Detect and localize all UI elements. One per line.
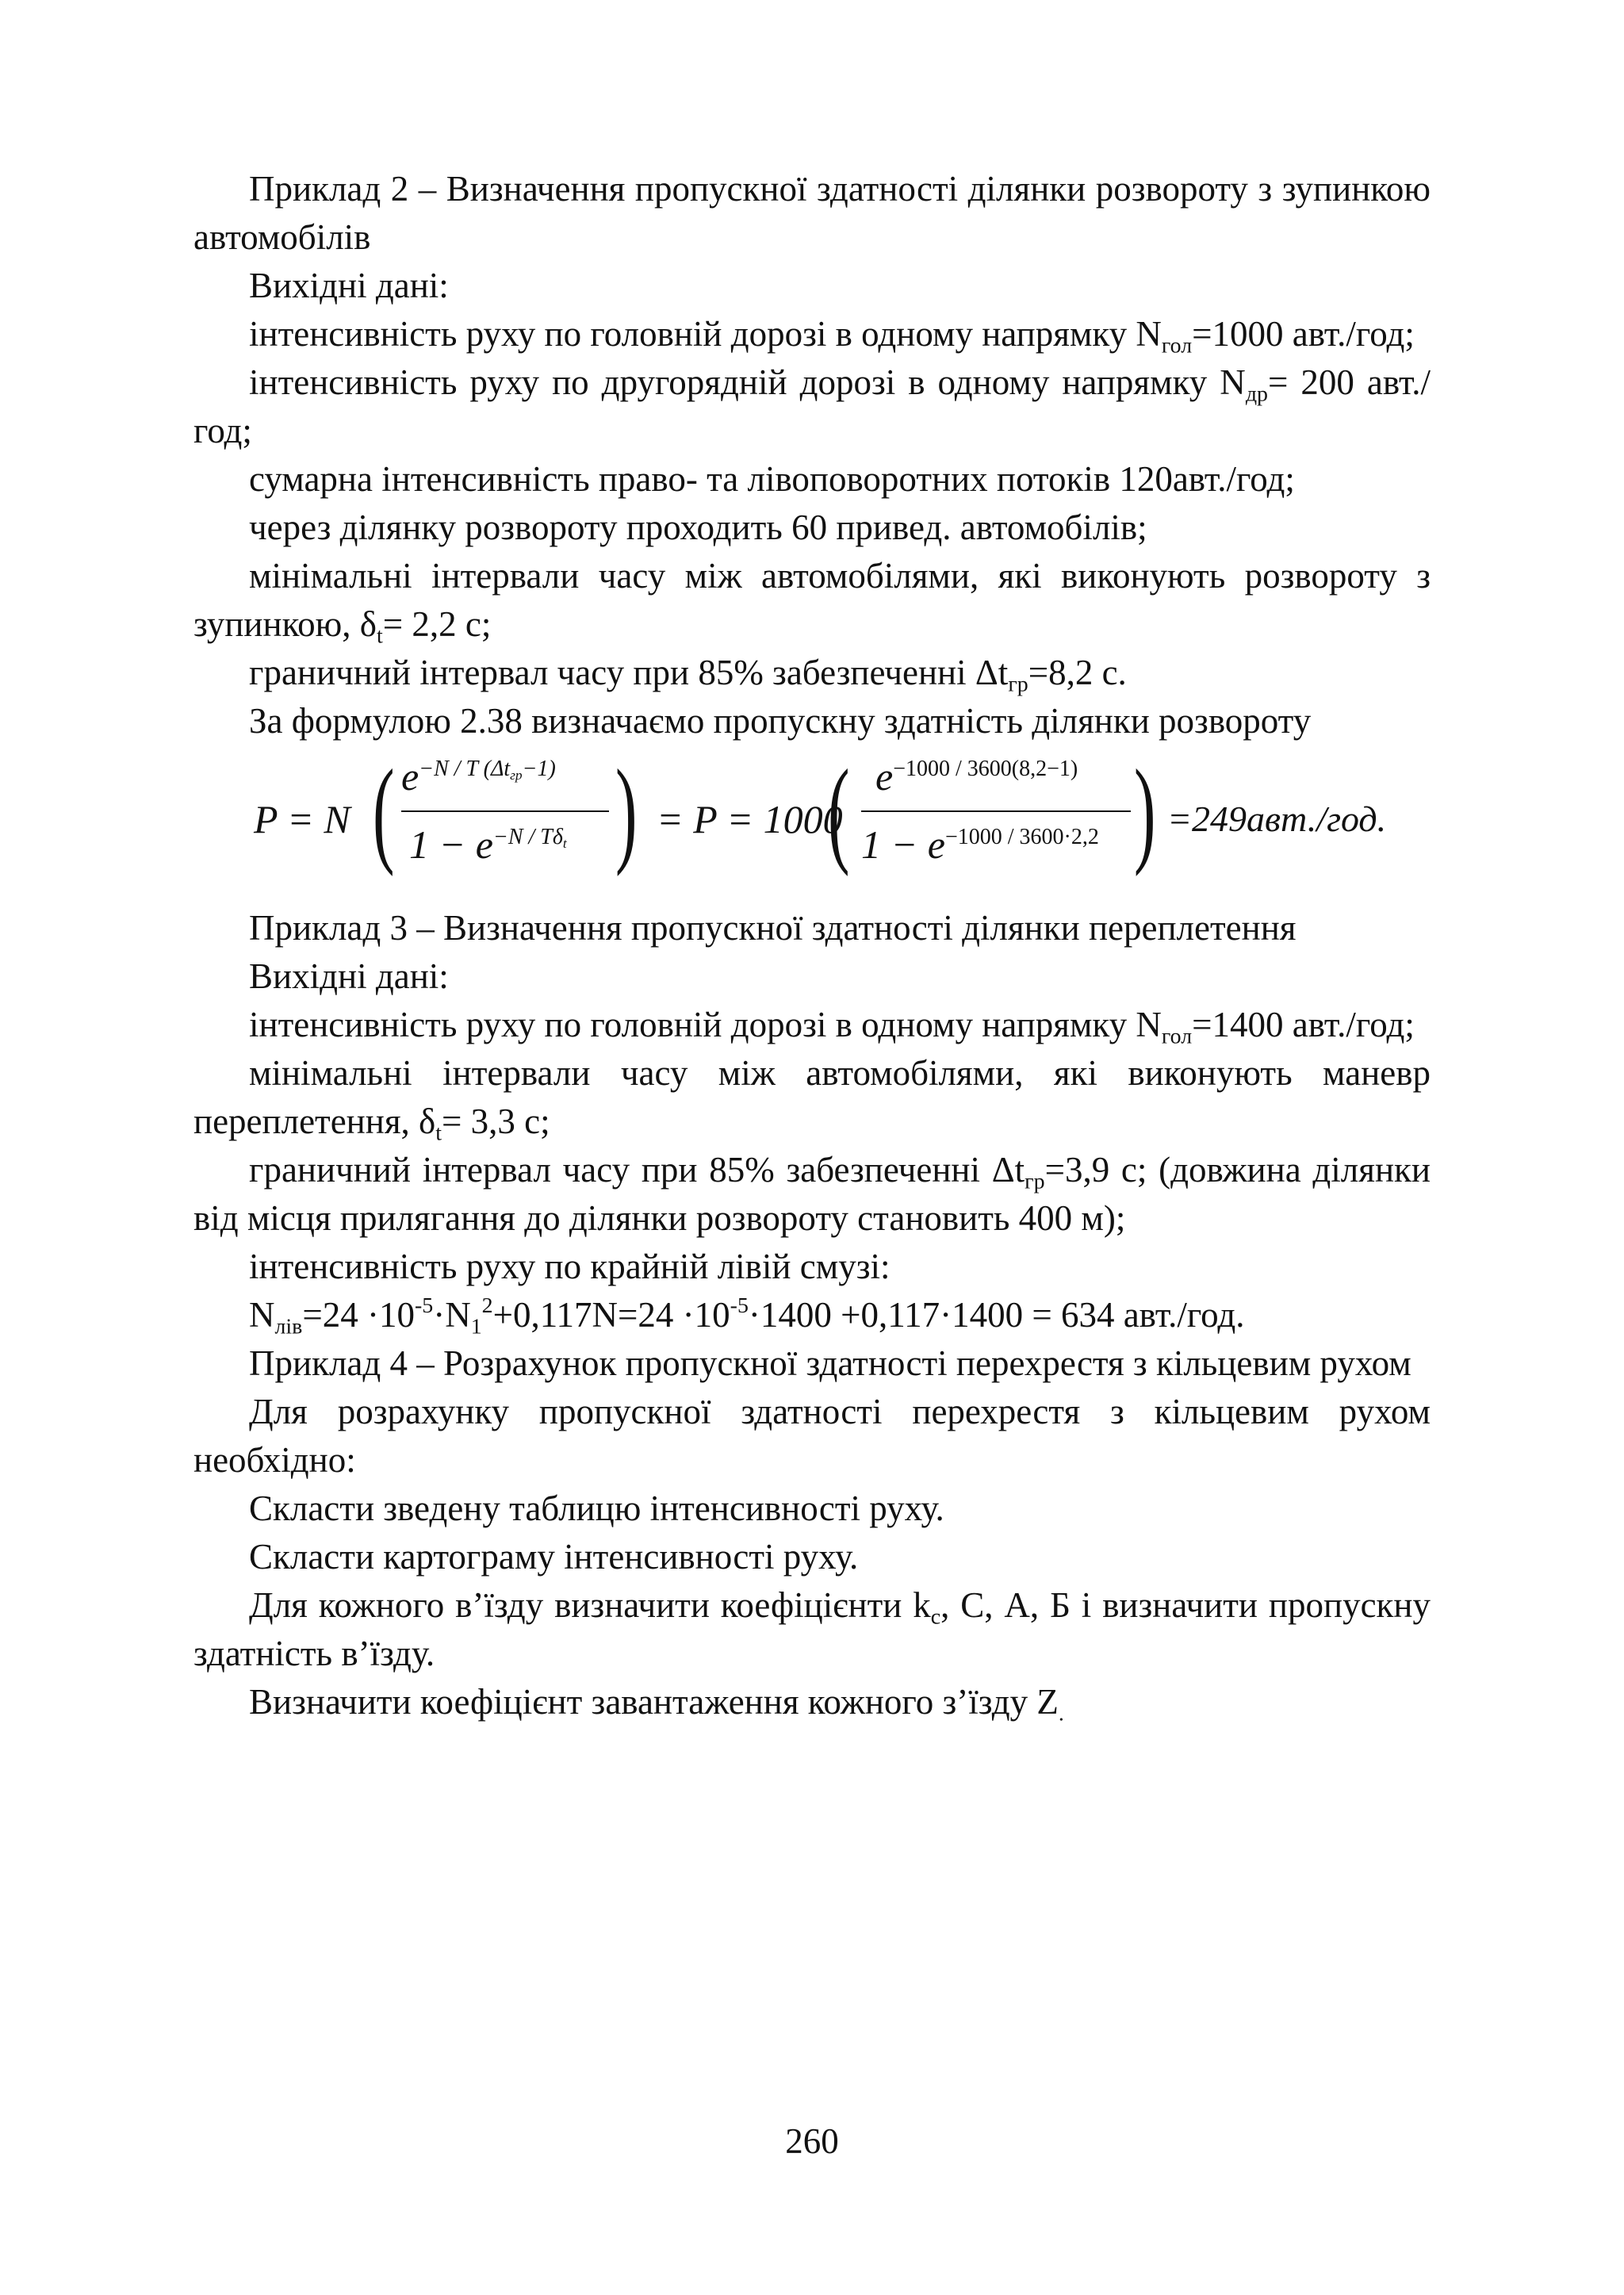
page-body [193, 165, 1431, 1726]
example2-line6: граничний інтервал часу при 85% забезпеченні $\Delta t_{гр}=8,2$ с. [249, 653, 1127, 697]
formula-left-paren-2: ( [828, 745, 850, 877]
example2-line4: через ділянку розвороту проходить 60 привед. автомобілів; [249, 508, 1147, 547]
example2-title: Приклад 2 – Визначення пропускної здатності ділянки розвороту з зупинкою автомобілів [193, 169, 1431, 257]
example4-title: Приклад 4 – Розрахунок пропускної здатності перехрестя з кільцевим рухом [249, 1343, 1411, 1383]
example3-line2: мінімальні інтервали часу між автомобілями, які виконують маневр переплетення, $\delta_t= 3,3$ с; [193, 1053, 1431, 1146]
example2-input-label: Вихідні дані: [249, 266, 449, 305]
formula-denominator-2: $1 - e^{-1000 / 3600\cdot 2,2}$ [861, 822, 1099, 867]
formula-middle: = P = 1000 [657, 797, 843, 841]
example3-input-label: Вихідні дані: [249, 956, 449, 996]
example4-line2: Скласти зведену таблицю інтенсивності руху. [249, 1488, 944, 1528]
example4-line4: Для кожного в’їзду визначити коефіцієнти $k_c$, С, А, Б і визначити пропускну здатність в’їзду. [193, 1585, 1431, 1673]
capacity-formula [193, 745, 1431, 899]
example4-line3: Скласти картограму інтенсивності руху. [249, 1537, 859, 1577]
left-lane-equation: $N_{лів}=24 \cdot 10^{-5}\cdot N_1^2+0,117N=24 \cdot 10^{-5}\cdot 1400 +0,117\cdot 1400 = 634$ авт./год. [249, 1293, 1245, 1339]
example4-line1: Для розрахунку пропускної здатності перехрестя з кільцевим рухом необхідно: [193, 1392, 1431, 1480]
formula-right-paren-2: ) [1134, 745, 1156, 877]
page-number: 260 [785, 2121, 839, 2161]
example2-line2: інтенсивність руху по другорядній дорозі в одному напрямку $N_{др}= 200$ авт./год; [193, 362, 1431, 450]
example2-line3: сумарна інтенсивність право- та лівоповоротних потоків 120авт./год; [249, 459, 1295, 499]
formula-numerator-2: $e^{-1000 / 3600(8,2-1)}$ [875, 754, 1078, 799]
formula-fraction-bar-1 [401, 810, 609, 812]
example2-formula-intro: За формулою 2.38 визначаємо пропускну здатність ділянки розвороту [249, 701, 1312, 741]
example3-line4: інтенсивність руху по крайній лівій смузі: [249, 1247, 891, 1286]
formula-right-paren-1: ) [615, 745, 638, 877]
formula-denominator-1: $1 - e^{-N / T\delta_t}$ [409, 822, 567, 867]
formula-fraction-bar-2 [861, 810, 1131, 812]
example3-line3: граничний інтервал часу при 85% забезпеченні $\Delta t_{гр}=3,9$ с; (довжина ділянки від місця прилягання до ділянки розвороту становить 400 м); [193, 1150, 1431, 1238]
formula-lhs: P = N [254, 797, 350, 841]
formula-result: =249авт./год. [1167, 799, 1387, 839]
formula-numerator-1: $e^{-N / T (\Delta t_{гр}-1)}$ [401, 754, 556, 799]
formula-left-paren-1: ( [373, 745, 395, 877]
example3-title: Приклад 3 – Визначення пропускної здатності ділянки переплетення [249, 908, 1297, 948]
example2-line5: мінімальні інтервали часу між автомобілями, які виконують розвороту з зупинкою, $\delta_t= 2,2$ с; [193, 556, 1431, 649]
example3-line1: інтенсивність руху по головній дорозі в одному напрямку $N_{гол}=1400$ авт./год; [249, 1005, 1415, 1049]
example2-line1: інтенсивність руху по головній дорозі в одному напрямку $N_{гол}=1000$ авт./год; [249, 314, 1415, 358]
example4-line5: Визначити коефіцієнт завантаження кожного з’їзду $Z_.$ [249, 1682, 1064, 1726]
